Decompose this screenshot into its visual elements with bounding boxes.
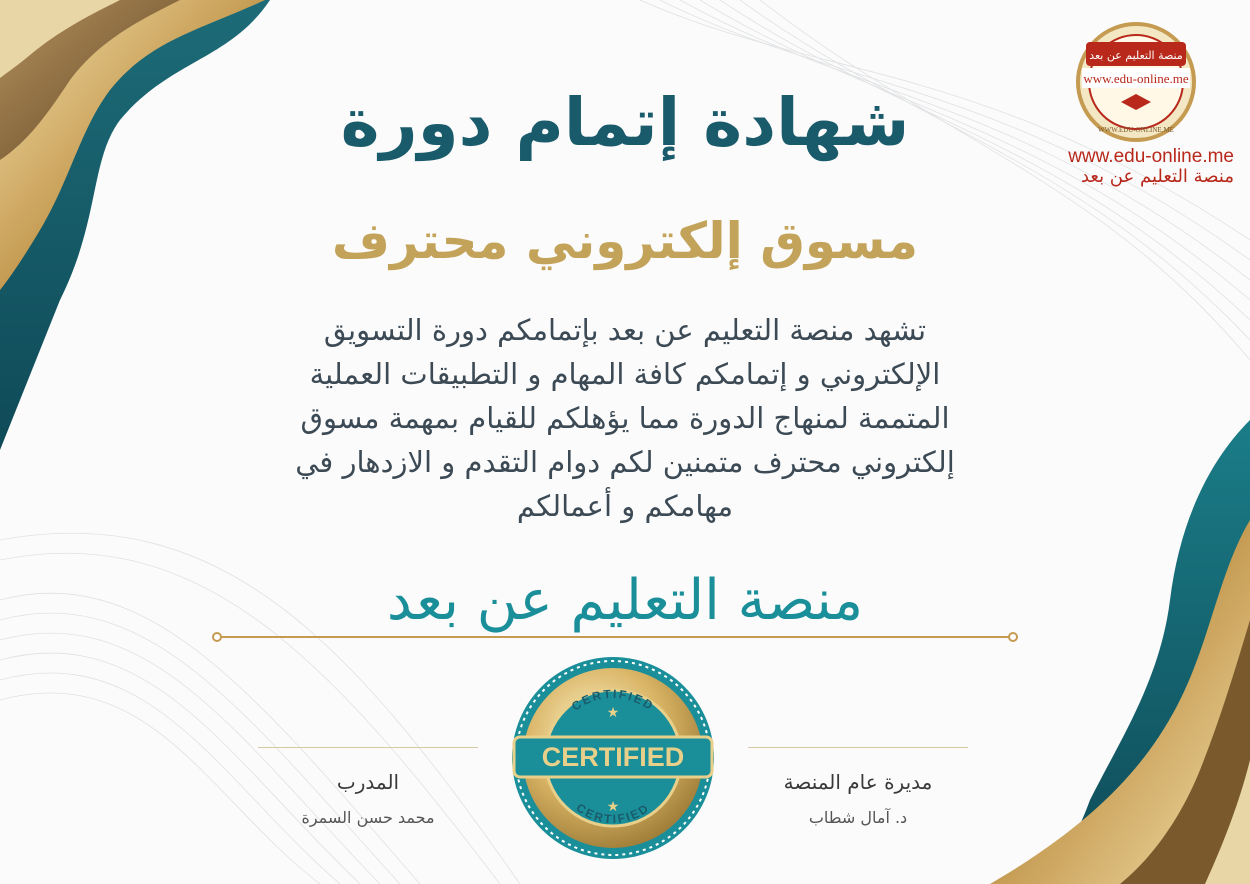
svg-text:CERTIFIED: CERTIFIED [541, 742, 685, 772]
certified-seal [510, 655, 716, 861]
signature-line-left [258, 747, 478, 748]
logo-platform-name: منصة التعليم عن بعد [1080, 166, 1234, 187]
signature-line-right [748, 747, 968, 748]
director-name: د. آمال شطاب [808, 808, 908, 827]
svg-text:www.edu-online.me: www.edu-online.me [1083, 71, 1189, 86]
body-line: الإلكتروني و إتمامكم كافة المهام و التطبيقات العملية [309, 357, 941, 391]
svg-text:منصة التعليم عن بعد: منصة التعليم عن بعد [1089, 49, 1183, 62]
certificate-title: شهادة إتمام دورة [340, 84, 910, 161]
certificate-body [140, 308, 1110, 528]
body-line: المتممة لمنهاج الدورة مما يؤهلكم للقيام بمهمة مسوق [300, 401, 950, 435]
body-line: إلكتروني محترف متمنين لكم دوام التقدم و الازدهار في [295, 445, 955, 479]
svg-text:CERTIFIED: CERTIFIED [569, 686, 657, 714]
svg-text:★: ★ [606, 799, 620, 815]
body-line: تشهد منصة التعليم عن بعد بإتمامكم دورة التسويق [323, 313, 927, 347]
director-role: مديرة عام المنصة [783, 770, 933, 794]
divider [212, 629, 1018, 645]
svg-text:CERTIFIED: CERTIFIED [573, 800, 653, 827]
body-line: مهامكم و أعمالكم [516, 489, 734, 523]
svg-text:WWW.EDU-ONLINE.ME: WWW.EDU-ONLINE.ME [1098, 126, 1174, 134]
logo-url: www.edu-online.me [1068, 146, 1234, 167]
platform-name: منصة التعليم عن بعد [386, 568, 864, 633]
svg-text:★: ★ [606, 705, 620, 721]
trainer-name: محمد حسن السمرة [301, 808, 435, 827]
course-name: مسوق إلكتروني محترف [331, 212, 919, 270]
trainer-role: المدرب [336, 770, 400, 794]
